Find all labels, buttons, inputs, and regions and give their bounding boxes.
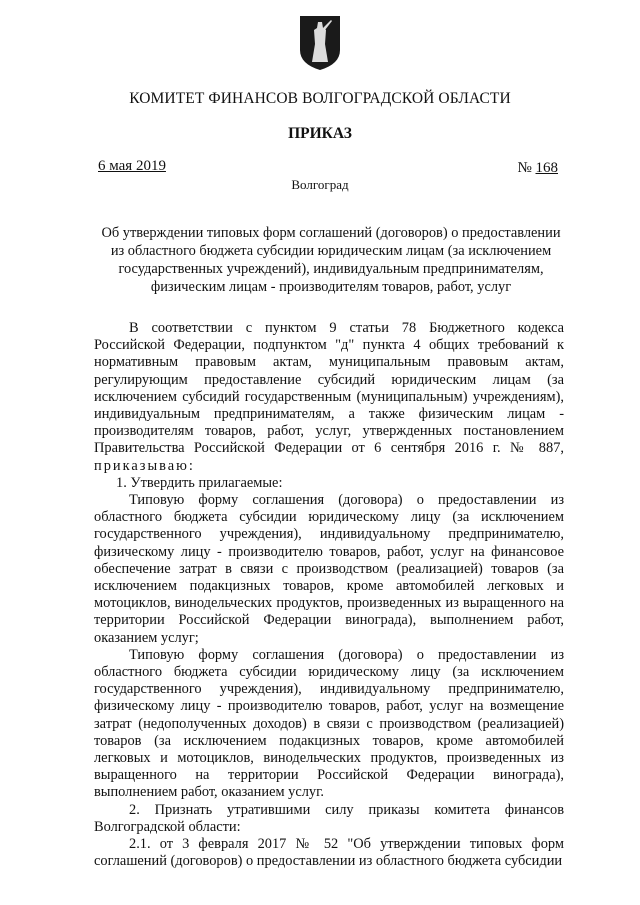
form-2-paragraph: Типовую форму соглашения (договора) о предоставлении из областного бюджета субсидии юридическому лицу (за исключением государственного учреждения), индивидуальному предпринимателю, физическому лицу - производителю товаров, работ, услуг на возмещение затрат (недополученных доходов) в связи с производством (реализацией) товаров (за исключением подакцизных товаров, кроме автомобилей легковых и мотоциклов, винодельческих продуктов, произведенных из выращенного на территории Российской Федерации винограда), выполнением работ, оказанием услуг.: [94, 646, 564, 801]
committee-name: КОМИТЕТ ФИНАНСОВ ВОЛГОГРАДСКОЙ ОБЛАСТИ: [129, 90, 511, 107]
item-1: 1. Утвердить прилагаемые:: [116, 474, 283, 491]
order-date: 6 мая 2019: [98, 158, 166, 174]
city: Волгоград: [291, 177, 349, 192]
order-number: [517, 160, 558, 177]
prikazyvayu-word: приказываю:: [94, 457, 195, 474]
number-prefix: №: [517, 160, 532, 176]
item-2: 2. Признать утратившими силу приказы комитета финансов Волгоградской области:: [94, 801, 564, 835]
document-title: Об утверждении типовых форм соглашений (договоров) о предоставлении из областного бюджета субсидии юридическим лицам (за исключением государственных учреждений), индивидуальным предпринимателям, физическим лицам - производителям товаров, работ, услуг: [101, 225, 561, 295]
number-value: 168: [535, 160, 558, 176]
item-2-1: 2.1. от 3 февраля 2017 № 52 "Об утверждении типовых форм соглашений (договоров) о предоставлении из областного бюджета субсидии: [94, 836, 564, 870]
coat-of-arms-icon: [298, 14, 342, 72]
preamble-paragraph: [94, 320, 564, 475]
document-body: [94, 320, 564, 871]
form-1-paragraph: Типовую форму соглашения (договора) о предоставлении из областного бюджета субсидии юридическому лицу (за исключением государственного учреждения), индивидуальному предпринимателю, физическому лицу - производителю товаров, работ, услуг на финансовое обеспечение затрат в связи с производством (реализацией) товаров (за исключением подакцизных товаров, кроме автомобилей легковых и мотоциклов, винодельческих продуктов, произведенных из выращенного на территории Российской Федерации винограда), выполнением работ, оказанием услуг;: [94, 492, 564, 646]
preamble-text: В соответствии с пунктом 9 статьи 78 Бюджетного кодекса Российской Федерации, подпунктом "д" пункта 4 общих требований к нормативным правовым актам, муниципальным правовым актам, регулирующим предоставление субсидий юридическим лицам (за исключением субсидий государственным (муниципальным) учреждениям), индивидуальным предпринимателям, а также физическим лицам - производителям товаров, работ, услуг, утвержденных постановлением Правительства Российской Федерации от 6 сентября 2016 г. № 887,: [94, 320, 564, 457]
document-type: ПРИКАЗ: [288, 125, 352, 142]
